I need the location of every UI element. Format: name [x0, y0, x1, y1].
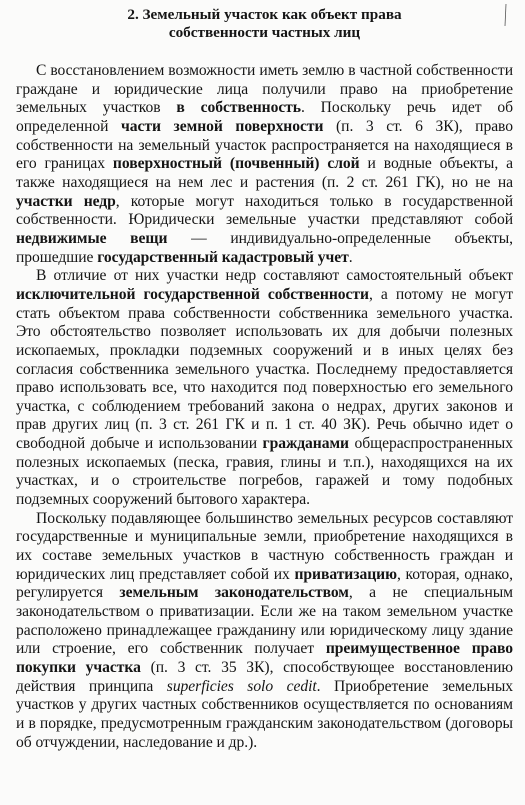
text-run: . Приобретение земельных участков у других частных собственников осуществляется по основаниям и в порядке, предусмотренным гражданским законодательством (договоры об отчуждении, наследование и др.). [16, 677, 513, 751]
text-run: (п. 3 ст. 35 ЗК), способствующее восстановлению действия принципа [16, 659, 513, 695]
bold-term: в собственность [176, 99, 301, 117]
paragraph-2 [16, 267, 513, 510]
paragraph-1 [16, 62, 513, 267]
bold-term: участки недр [16, 192, 116, 210]
section-heading-line-2: собственности частных лиц [168, 24, 361, 41]
bold-term: государственный кадастровый учет [97, 248, 349, 266]
bold-term: приватизацию [294, 565, 397, 583]
text-run: С восстановлением возможности иметь землю в частной собственности граждане и юридические лица получили право на приобретение земельных участков [16, 62, 513, 117]
section-heading-line-1: 2. Земельный участок как объект права [127, 6, 402, 23]
text-run: , которая, однако, регулируется [16, 565, 513, 602]
section-heading [16, 6, 513, 42]
text-run: , а не специальным законодательством о приватизации. Если же на таком земельном участке расположено принадлежащее гражданину или юридическому лицу здание или строение, его собственник получает [16, 584, 514, 658]
text-run: и водные объекты, а также находящиеся на нем лес и растения (п. 2 ст. 261 ГК), но не на [16, 155, 513, 191]
paragraph-3 [16, 510, 513, 753]
bold-term: поверхностный (почвенный) слой [112, 155, 360, 173]
bold-term: недвижимые вещи [16, 229, 168, 247]
bold-term: земельным законодательством [119, 584, 349, 602]
bold-term: части земной поверхности [121, 117, 324, 135]
text-run: . Поскольку речь идет об определенной [16, 99, 513, 135]
text-run: , а потому не могут стать объектом права собственности собственника земельного участка. Это обстоятельство позволяет использовать их для добычи полезных ископаемых, прокладки подземных сооружений и в иных целях без согласия собственника земельного участка. Последнему предоставляется право использовать все, что находится под поверхностью его земельного участка, с соблюдением требований закона о недрах, других законов и прав других лиц (п. 3 ст. 261 ГК и п. 1 ст. 40 ЗК). Речь обычно идет о свободной добыче и использовании [16, 285, 513, 453]
bold-term: исключительной государственной собственности [16, 285, 369, 303]
text-run: . [348, 248, 353, 266]
bold-term: гражданами [262, 435, 349, 453]
text-run: — индивидуально-определенные объекты, прошедшие [16, 229, 513, 266]
body-text [16, 62, 513, 752]
text-run: Поскольку подавляющее большинство земельных ресурсов составляют государственные и муниципальные земли, приобретение находящихся в их составе земельных участков в частную собственность граждан и юридических лиц представляет собой их [16, 509, 513, 583]
pen-mark [504, 4, 507, 26]
text-run: (п. 3 ст. 6 ЗК), право собственности на земельный участок распространяется на находящиеся в его границах [16, 117, 514, 173]
text-run: общераспространенных полезных ископаемых (песка, гравия, глины и т.п.), находящихся на их участках, и о строительстве погребов, гаражей и тому подобных подземных сооружений бытового характера. [16, 435, 513, 509]
bold-term: преимущественное право покупки участка [16, 640, 514, 676]
text-run: В отличие от них участки недр составляют самостоятельный объект [36, 267, 513, 285]
text-run: , которые могут находиться только в государственной собственности. Юридически земельные участки представляют собой [16, 192, 513, 229]
italic-term: superficies solo cedit [166, 677, 317, 695]
